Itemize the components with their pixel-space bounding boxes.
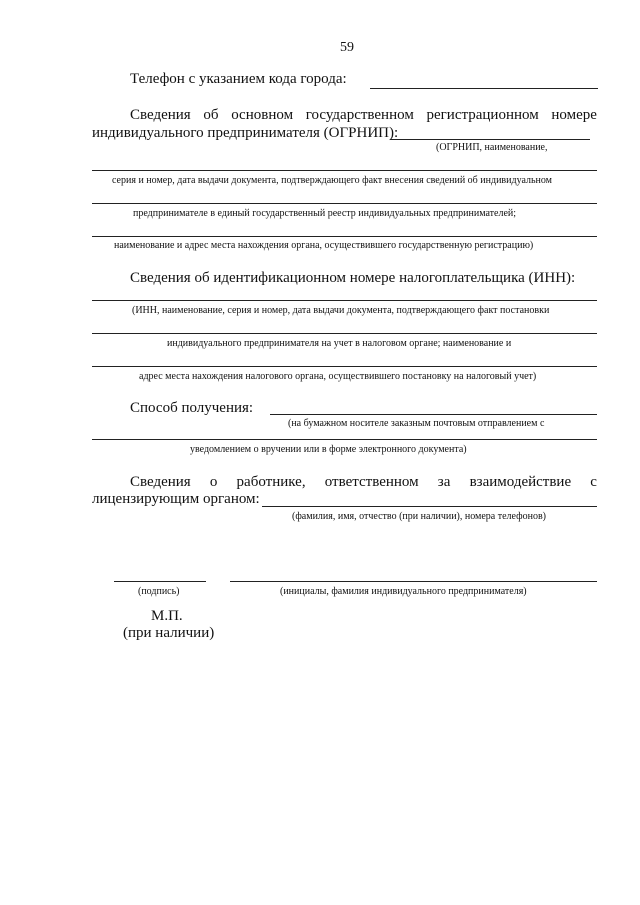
method-label: Способ получения: [130, 400, 254, 416]
ogrnip-word: основном [231, 107, 294, 123]
inn-field-line-2[interactable] [92, 333, 597, 334]
ogrnip-label-line2: индивидуального предпринимателя (ОГРНИП): [92, 125, 399, 141]
employee-word: о [209, 474, 218, 490]
method-field-line-1[interactable] [270, 414, 597, 415]
method-hint-1: (на бумажном носителе заказным почтовым отправлением с [288, 418, 545, 429]
employee-field-line[interactable] [262, 506, 597, 507]
ogrnip-word: номере [551, 107, 597, 123]
name-hint: (инициалы, фамилия индивидуального предпринимателя) [280, 586, 527, 597]
employee-word: взаимодействие [469, 474, 572, 490]
employee-hint: (фамилия, имя, отчество (при наличии), номера телефонов) [292, 511, 546, 522]
inn-field-line-1[interactable] [92, 300, 597, 301]
employee-label-line2: лицензирующим органом: [92, 491, 260, 507]
employee-label-line1 [130, 474, 597, 491]
employee-word: с [590, 474, 597, 490]
ogrnip-word: Сведения [130, 107, 191, 123]
inn-field-line-3[interactable] [92, 366, 597, 367]
ogrnip-field-line-3[interactable] [92, 203, 597, 204]
ogrnip-field-line-4[interactable] [92, 236, 597, 237]
employee-word: за [437, 474, 451, 490]
signature-line[interactable] [114, 581, 206, 582]
ogrnip-label-line1 [130, 107, 597, 124]
method-field-line-2[interactable] [92, 439, 597, 440]
phone-label: Телефон с указанием кода города: [130, 71, 347, 87]
ogrnip-hint-4: наименование и адрес места нахождения органа, осуществившего государственную регистрацию) [114, 240, 534, 251]
ogrnip-word: государственном [305, 107, 414, 123]
employee-word: Сведения [130, 474, 191, 490]
ogrnip-word: регистрационном [426, 107, 539, 123]
ogrnip-hint-1: (ОГРНИП, наименование, [436, 142, 548, 153]
stamp-note: (при наличии) [123, 625, 215, 641]
page-number: 59 [340, 40, 354, 55]
employee-word: работнике, [236, 474, 306, 490]
ogrnip-word: об [203, 107, 219, 123]
inn-hint-2: индивидуального предпринимателя на учет в налоговом органе; наименование и [167, 338, 512, 349]
inn-label: Сведения об идентификационном номере налогоплательщика (ИНН): [130, 270, 576, 286]
ogrnip-hint-3: предпринимателе в единый государственный реестр индивидуальных предпринимателей; [133, 208, 517, 219]
stamp-label: М.П. [151, 608, 183, 624]
ogrnip-field-line-1[interactable] [390, 139, 590, 140]
ogrnip-field-line-2[interactable] [92, 170, 597, 171]
signature-hint: (подпись) [138, 586, 180, 597]
employee-word: ответственном [324, 474, 419, 490]
name-line[interactable] [230, 581, 597, 582]
inn-hint-1: (ИНН, наименование, серия и номер, дата выдачи документа, подтверждающего факт постановки [132, 305, 550, 316]
ogrnip-hint-2: серия и номер, дата выдачи документа, подтверждающего факт внесения сведений об индивидуальном [112, 175, 553, 186]
inn-hint-3: адрес места нахождения налогового органа, осуществившего постановку на налоговый учет) [139, 371, 537, 382]
method-hint-2: уведомлением о вручении или в форме электронного документа) [190, 444, 467, 455]
phone-field-line[interactable] [370, 88, 598, 89]
